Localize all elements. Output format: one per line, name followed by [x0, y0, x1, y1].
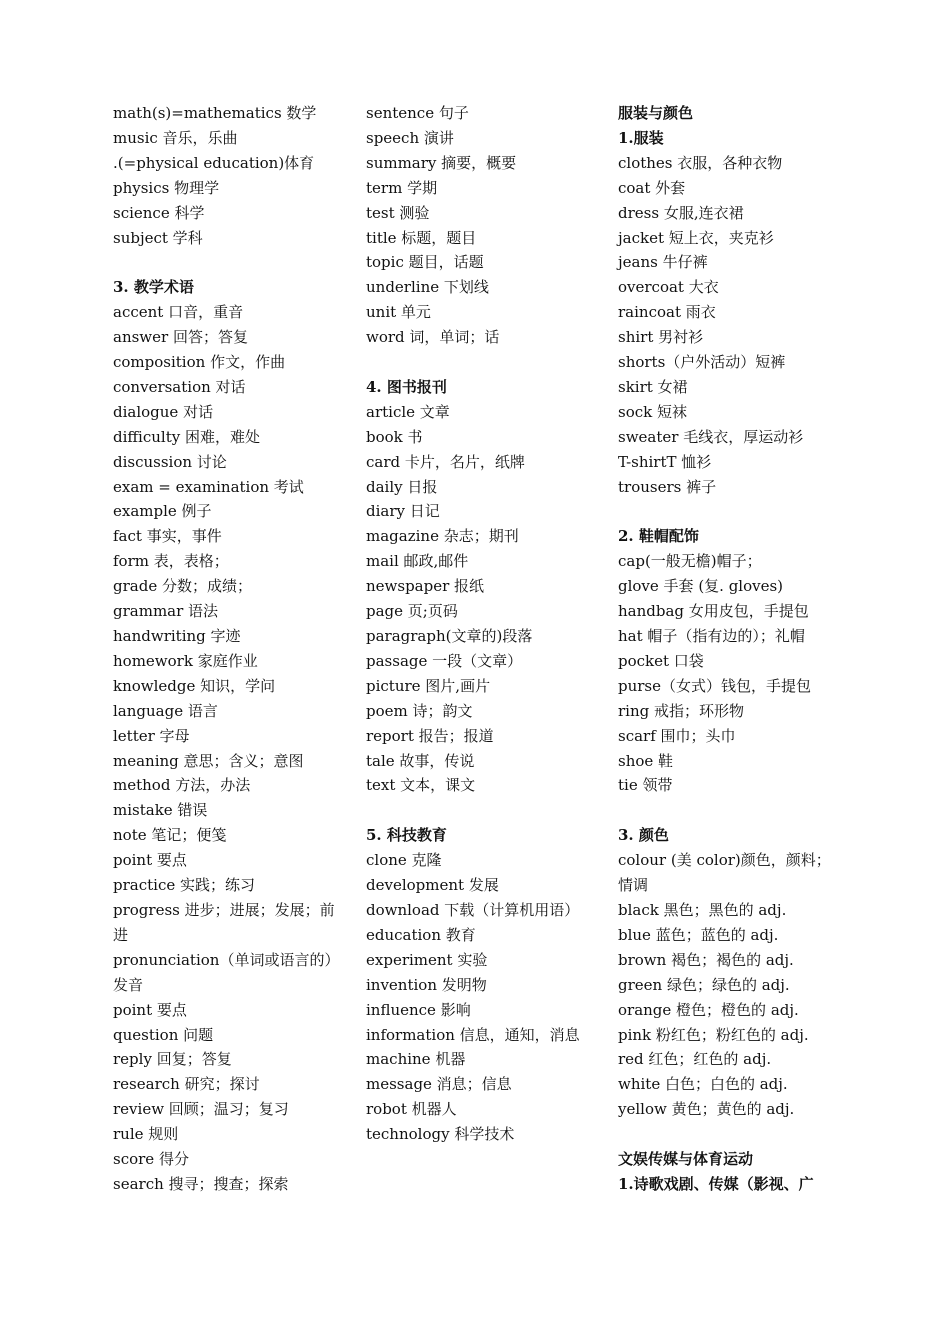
vocab-entry: topic 题目，话题: [366, 253, 484, 272]
vocab-entry: jacket 短上衣，夹克衫: [618, 228, 774, 247]
vocab-entry: point 要点: [113, 851, 187, 870]
vocab-entry: poem 诗；韵文: [366, 701, 473, 720]
vocab-entry: skirt 女裙: [618, 377, 688, 396]
vocab-entry: ring 戒指；环形物: [618, 701, 744, 720]
vocab-entry: text 文本，课文: [366, 776, 476, 795]
vocab-entry: passage 一段（文章）: [366, 651, 523, 670]
vocab-entry: shoe 鞋: [618, 751, 674, 770]
vocab-entry: example 例子: [113, 502, 212, 521]
blank-line: [618, 500, 843, 525]
vocab-entry: grammar 语法: [113, 602, 219, 621]
vocab-entry: magazine 杂志；期刊: [366, 527, 519, 546]
vocab-entry: article 文章: [366, 402, 450, 421]
blank-line: [618, 798, 843, 823]
vocab-entry: sentence 句子: [366, 104, 469, 122]
vocab-entry: card 卡片，名片，纸牌: [366, 452, 525, 471]
vocab-entry: fact 事实，事件: [113, 527, 222, 546]
vocab-entry: development 发展: [366, 876, 499, 895]
vocab-entry: term 学期: [366, 178, 438, 197]
vocab-entry: science 科学: [113, 203, 205, 222]
vocab-entry: clone 克隆: [366, 851, 442, 870]
vocab-entry: T-shirtT 恤衫: [618, 452, 712, 471]
vocab-entry: dress 女服,连衣裙: [618, 203, 744, 222]
vocab-entry: hat 帽子（指有边的）；礼帽: [618, 627, 805, 646]
vocab-entry: dialogue 对话: [113, 402, 214, 421]
vocab-entry: brown 褐色；褐色的 adj.: [618, 950, 794, 969]
vocab-entry: influence 影响: [366, 1000, 471, 1019]
vocab-entry: robot 机器人: [366, 1100, 457, 1119]
vocab-entry: pocket 口袋: [618, 651, 704, 670]
vocab-entry: reply 回复；答复: [113, 1050, 232, 1069]
vocab-entry: jeans 牛仔裤: [618, 253, 708, 272]
vocab-entry: .(=physical education)体育: [113, 153, 315, 172]
vocab-entry: homework 家庭作业: [113, 651, 258, 670]
vocab-entry: trousers 裤子: [618, 477, 717, 496]
section-heading: 3. 教学术语: [113, 278, 194, 297]
vocab-entry: download 下载（计算机用语）: [366, 900, 580, 919]
vocab-entry: daily 日报: [366, 477, 438, 496]
vocab-entry: invention 发明物: [366, 975, 487, 994]
vocab-entry: mistake 错误: [113, 801, 208, 820]
blank-line: [113, 250, 345, 275]
column-middle: [366, 101, 598, 1147]
vocab-entry: white 白色；白色的 adj.: [618, 1075, 788, 1094]
vocab-entry: information 信息，通知，消息: [366, 1025, 580, 1044]
vocab-entry: orange 橙色；橙色的 adj.: [618, 1000, 799, 1019]
vocab-entry: paragraph(文章的)段落: [366, 627, 533, 646]
vocab-entry: review 回顾；温习；复习: [113, 1100, 289, 1119]
vocab-entry: test 测验: [366, 203, 430, 222]
vocab-entry: pronunciation（单词或语言的）发音: [113, 950, 340, 994]
vocab-entry: blue 蓝色；蓝色的 adj.: [618, 925, 779, 944]
section-heading: 1.诗歌戏剧、传媒（影视、广: [618, 1174, 814, 1193]
vocab-entry: title 标题，题目: [366, 228, 477, 247]
vocab-entry: page 页;页码: [366, 602, 458, 621]
vocab-entry: physics 物理学: [113, 178, 220, 197]
section-heading: 1.服装: [618, 128, 664, 147]
vocab-entry: machine 机器: [366, 1050, 466, 1069]
vocab-entry: conversation 对话: [113, 377, 246, 396]
vocab-entry: handbag 女用皮包，手提包: [618, 602, 809, 621]
vocab-entry: practice 实践；练习: [113, 876, 255, 895]
vocab-entry: unit 单元: [366, 303, 431, 322]
vocab-entry: diary 日记: [366, 502, 440, 521]
section-heading: 2. 鞋帽配饰: [618, 527, 699, 546]
vocab-entry: mail 邮政,邮件: [366, 552, 469, 571]
vocab-entry: technology 科学技术: [366, 1125, 515, 1144]
vocab-entry: picture 图片,画片: [366, 676, 491, 695]
vocab-entry: message 消息；信息: [366, 1075, 512, 1094]
vocab-entry: method 方法，办法: [113, 776, 251, 795]
vocab-entry: progress 进步；进展；发展；前进: [113, 900, 335, 944]
vocab-entry: newspaper 报纸: [366, 577, 485, 596]
vocab-entry: answer 回答；答复: [113, 328, 248, 347]
vocab-entry: clothes 衣服，各种衣物: [618, 153, 783, 172]
vocab-entry: underline 下划线: [366, 278, 489, 297]
blank-line: [366, 350, 598, 375]
vocab-entry: speech 演讲: [366, 128, 454, 147]
vocab-entry: grade 分数；成绩；: [113, 577, 252, 596]
blank-line: [618, 1122, 843, 1147]
column-right: [618, 101, 843, 1197]
vocab-entry: summary 摘要，概要: [366, 153, 517, 172]
blank-line: [366, 798, 598, 823]
vocab-entry: knowledge 知识，学问: [113, 676, 276, 695]
vocab-entry: sweater 毛线衣，厚运动衫: [618, 427, 804, 446]
vocab-entry: rule 规则: [113, 1125, 179, 1144]
vocab-entry: education 教育: [366, 925, 476, 944]
section-heading: 文娱传媒与体育运动: [618, 1150, 754, 1169]
vocab-entry: composition 作文，作曲: [113, 353, 286, 372]
vocab-entry: accent 口音，重音: [113, 303, 244, 322]
vocab-entry: book 书: [366, 427, 423, 446]
vocab-entry: overcoat 大衣: [618, 278, 719, 297]
section-heading: 5. 科技教育: [366, 826, 447, 845]
vocab-entry: math(s)=mathematics 数学: [113, 104, 317, 122]
vocab-entry: report 报告；报道: [366, 726, 494, 745]
vocab-entry: scarf 围巾；头巾: [618, 726, 736, 745]
vocab-entry: red 红色；红色的 adj.: [618, 1050, 772, 1069]
vocab-entry: pink 粉红色；粉红色的 adj.: [618, 1025, 809, 1044]
section-heading: 4. 图书报刊: [366, 377, 447, 396]
vocab-entry: research 研究；探讨: [113, 1075, 260, 1094]
vocab-entry: handwriting 字迹: [113, 627, 241, 646]
vocab-entry: raincoat 雨衣: [618, 303, 716, 322]
vocab-entry: black 黑色；黑色的 adj.: [618, 900, 787, 919]
vocab-entry: word 词，单词；话: [366, 328, 500, 347]
vocab-entry: language 语言: [113, 701, 218, 720]
vocab-entry: cap(一般无檐)帽子；: [618, 552, 762, 571]
vocab-entry: subject 学科: [113, 228, 203, 247]
vocab-entry: note 笔记；便笺: [113, 826, 227, 845]
vocab-entry: score 得分: [113, 1150, 189, 1169]
vocab-entry: question 问题: [113, 1025, 214, 1044]
section-heading: 服装与颜色: [618, 104, 694, 122]
vocab-entry: tie 领带: [618, 776, 673, 795]
vocab-entry: form 表，表格；: [113, 552, 229, 571]
vocab-entry: colour (美 color)颜色，颜料；情调: [618, 851, 831, 895]
vocab-entry: shorts（户外活动）短裤: [618, 353, 786, 372]
vocab-entry: music 音乐，乐曲: [113, 128, 238, 147]
vocab-entry: tale 故事，传说: [366, 751, 475, 770]
column-left: [113, 101, 345, 1197]
vocab-entry: point 要点: [113, 1000, 187, 1019]
vocab-entry: coat 外套: [618, 178, 686, 197]
vocab-entry: glove 手套 (复. gloves): [618, 577, 784, 596]
vocab-entry: sock 短袜: [618, 402, 687, 421]
vocab-entry: exam = examination 考试: [113, 477, 304, 496]
vocab-entry: search 搜寻；搜查；探索: [113, 1174, 289, 1193]
vocab-entry: green 绿色；绿色的 adj.: [618, 975, 790, 994]
vocab-entry: discussion 讨论: [113, 452, 227, 471]
vocab-entry: letter 字母: [113, 726, 190, 745]
vocab-entry: yellow 黄色；黄色的 adj.: [618, 1100, 795, 1119]
section-heading: 3. 颜色: [618, 826, 669, 845]
vocab-entry: meaning 意思；含义；意图: [113, 751, 304, 770]
vocab-entry: shirt 男衬衫: [618, 328, 704, 347]
vocab-entry: experiment 实验: [366, 950, 488, 969]
vocab-entry: difficulty 困难，难处: [113, 427, 260, 446]
vocab-entry: purse（女式）钱包，手提包: [618, 676, 812, 695]
